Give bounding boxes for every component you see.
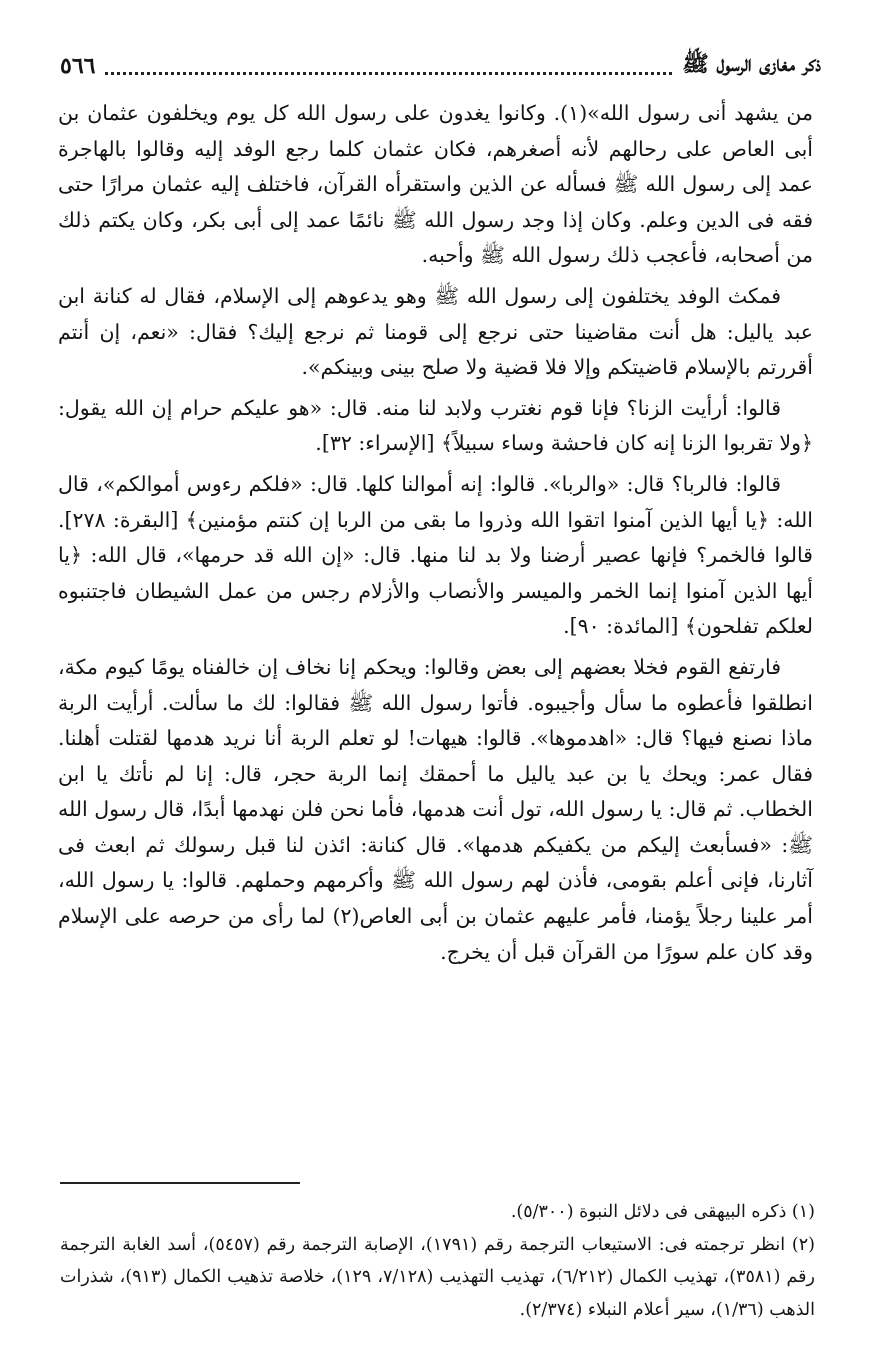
footnotes <box>60 1196 815 1326</box>
footnote-2: (٢) انظر ترجمته فى: الاستيعاب الترجمة رقم (١٧٩١)، الإصابة الترجمة رقم (٥٤٥٧)، أسد الغابة الترجمة رقم (٣٥٨١)، تهذيب الكمال (٦/٢١٢)، تهذيب التهذيب (٧/١٢٨، ١٢٩)، خلاصة تذهيب الكمال (٩١٣)، شذرات الذهب (١/٣٦)، سير أعلام النبلاء (٢/٣٧٤). <box>60 1234 815 1320</box>
header-dot-leader <box>105 58 672 75</box>
page-number: ٥٦٦ <box>60 53 96 79</box>
paragraph-2: فمكث الوفد يختلفون إلى رسول الله ﷺ وهو يدعوهم إلى الإسلام، فقال له كنانة ابن عبد ياليل: هل أنت مقاضينا حتى نرجع إلى قومنا ثم نرجع إليك؟ فقال: «نعم، إن أنتم أقررتم بالإسلام قاضيتكم وإلا فلا قضية ولا صلح بينى وبينكم». <box>58 283 813 380</box>
running-header <box>60 48 821 84</box>
paragraph-4: قالوا: فالربا؟ قال: «والربا». قالوا: إنه أموالنا كلها. قال: «فلكم رءوس أموالكم»، قال الله: ﴿يا أيها الذين آمنوا اتقوا الله وذروا ما بقى من الربا إن كنتم مؤمنين﴾ [البقرة: ٢٧٨]. قالوا فالخمر؟ فإنها عصير أرضنا ولا بد لنا منها. قال: «إن الله قد حرمها»، قال الله: ﴿يا أيها الذين آمنوا إنما الخمر والميسر والأنصاب والأزلام رجس من عمل الشيطان فاجتنبوه لعلكم تفلحون﴾ [المائدة: ٩٠]. <box>58 471 813 639</box>
paragraph-1: من يشهد أنى رسول الله»(١). وكانوا يغدون على رسول الله كل يوم ويخلفون عثمان بن أبى العاص على رحالهم لأنه أصغرهم، فكان عثمان كلما رجع الوفد إليه وقالوا بالهاجرة عمد إلى رسول الله ﷺ فسأله عن الذين واستقرأه القرآن، فاختلف إليه عثمان مرارًا حتى فقه فى الدين وعلم. وكان إذا وجد رسول الله ﷺ نائمًا عمد إلى أبى بكر، وكان يكتم ذلك من أصحابه، فأعجب ذلك رسول الله ﷺ وأحبه. <box>58 101 813 268</box>
paragraph-5: فارتفع القوم فخلا بعضهم إلى بعض وقالوا: ويحكم إنا نخاف إن خالفناه يومًا كيوم مكة، انطلقوا فأعطوه ما سأل وأجيبوه. فأتوا رسول الله ﷺ فقالوا: لك ما سألت. أرأيت الربة ماذا نصنع فيها؟ قال: «اهدموها». قالوا: هيهات! لو تعلم الربة أنا نريد هدمها لقتلت أهلنا. فقال عمر: ويحك يا بن عبد ياليل ما أحمقك إنما الربة حجر، قال: إنا لم نأتك يا ابن الخطاب. ثم قال: يا رسول الله، تول أنت هدمها، فأما نحن فلن نهدمها أبدًا، قال رسول الله ﷺ: «فسأبعث إليكم من يكفيكم هدمها». قال كنانة: ائذن لنا قبل رسولك ثم ابعث فى آثارنا، فإنى أعلم بقومى، فأذن لهم رسول الله ﷺ وأكرمهم وحملهم. قالوا: يا رسول الله، أمر علينا رجلاً يؤمنا، فأمر عليهم عثمان بن أبى العاص(٢) لما رأى من حرصه على الإسلام وقد كان علم سورًا من القرآن قبل أن يخرج. <box>58 654 813 964</box>
footnote-separator <box>60 1182 300 1184</box>
main-text <box>58 96 813 975</box>
footnote-1: (١) ذكره البيهقى فى دلائل النبوة (٥/٣٠٠). <box>510 1202 815 1222</box>
header-title: ذكر مغازى الرسول ﷺ <box>682 51 821 77</box>
paragraph-3: قالوا: أرأيت الزنا؟ فإنا قوم نغترب ولابد لنا منه. قال: «هو عليكم حرام إن الله يقول: ﴿ولا تقربوا الزنا إنه كان فاحشة وساء سبيلاً﴾ [الإسراء: ٣٢]. <box>58 395 813 456</box>
